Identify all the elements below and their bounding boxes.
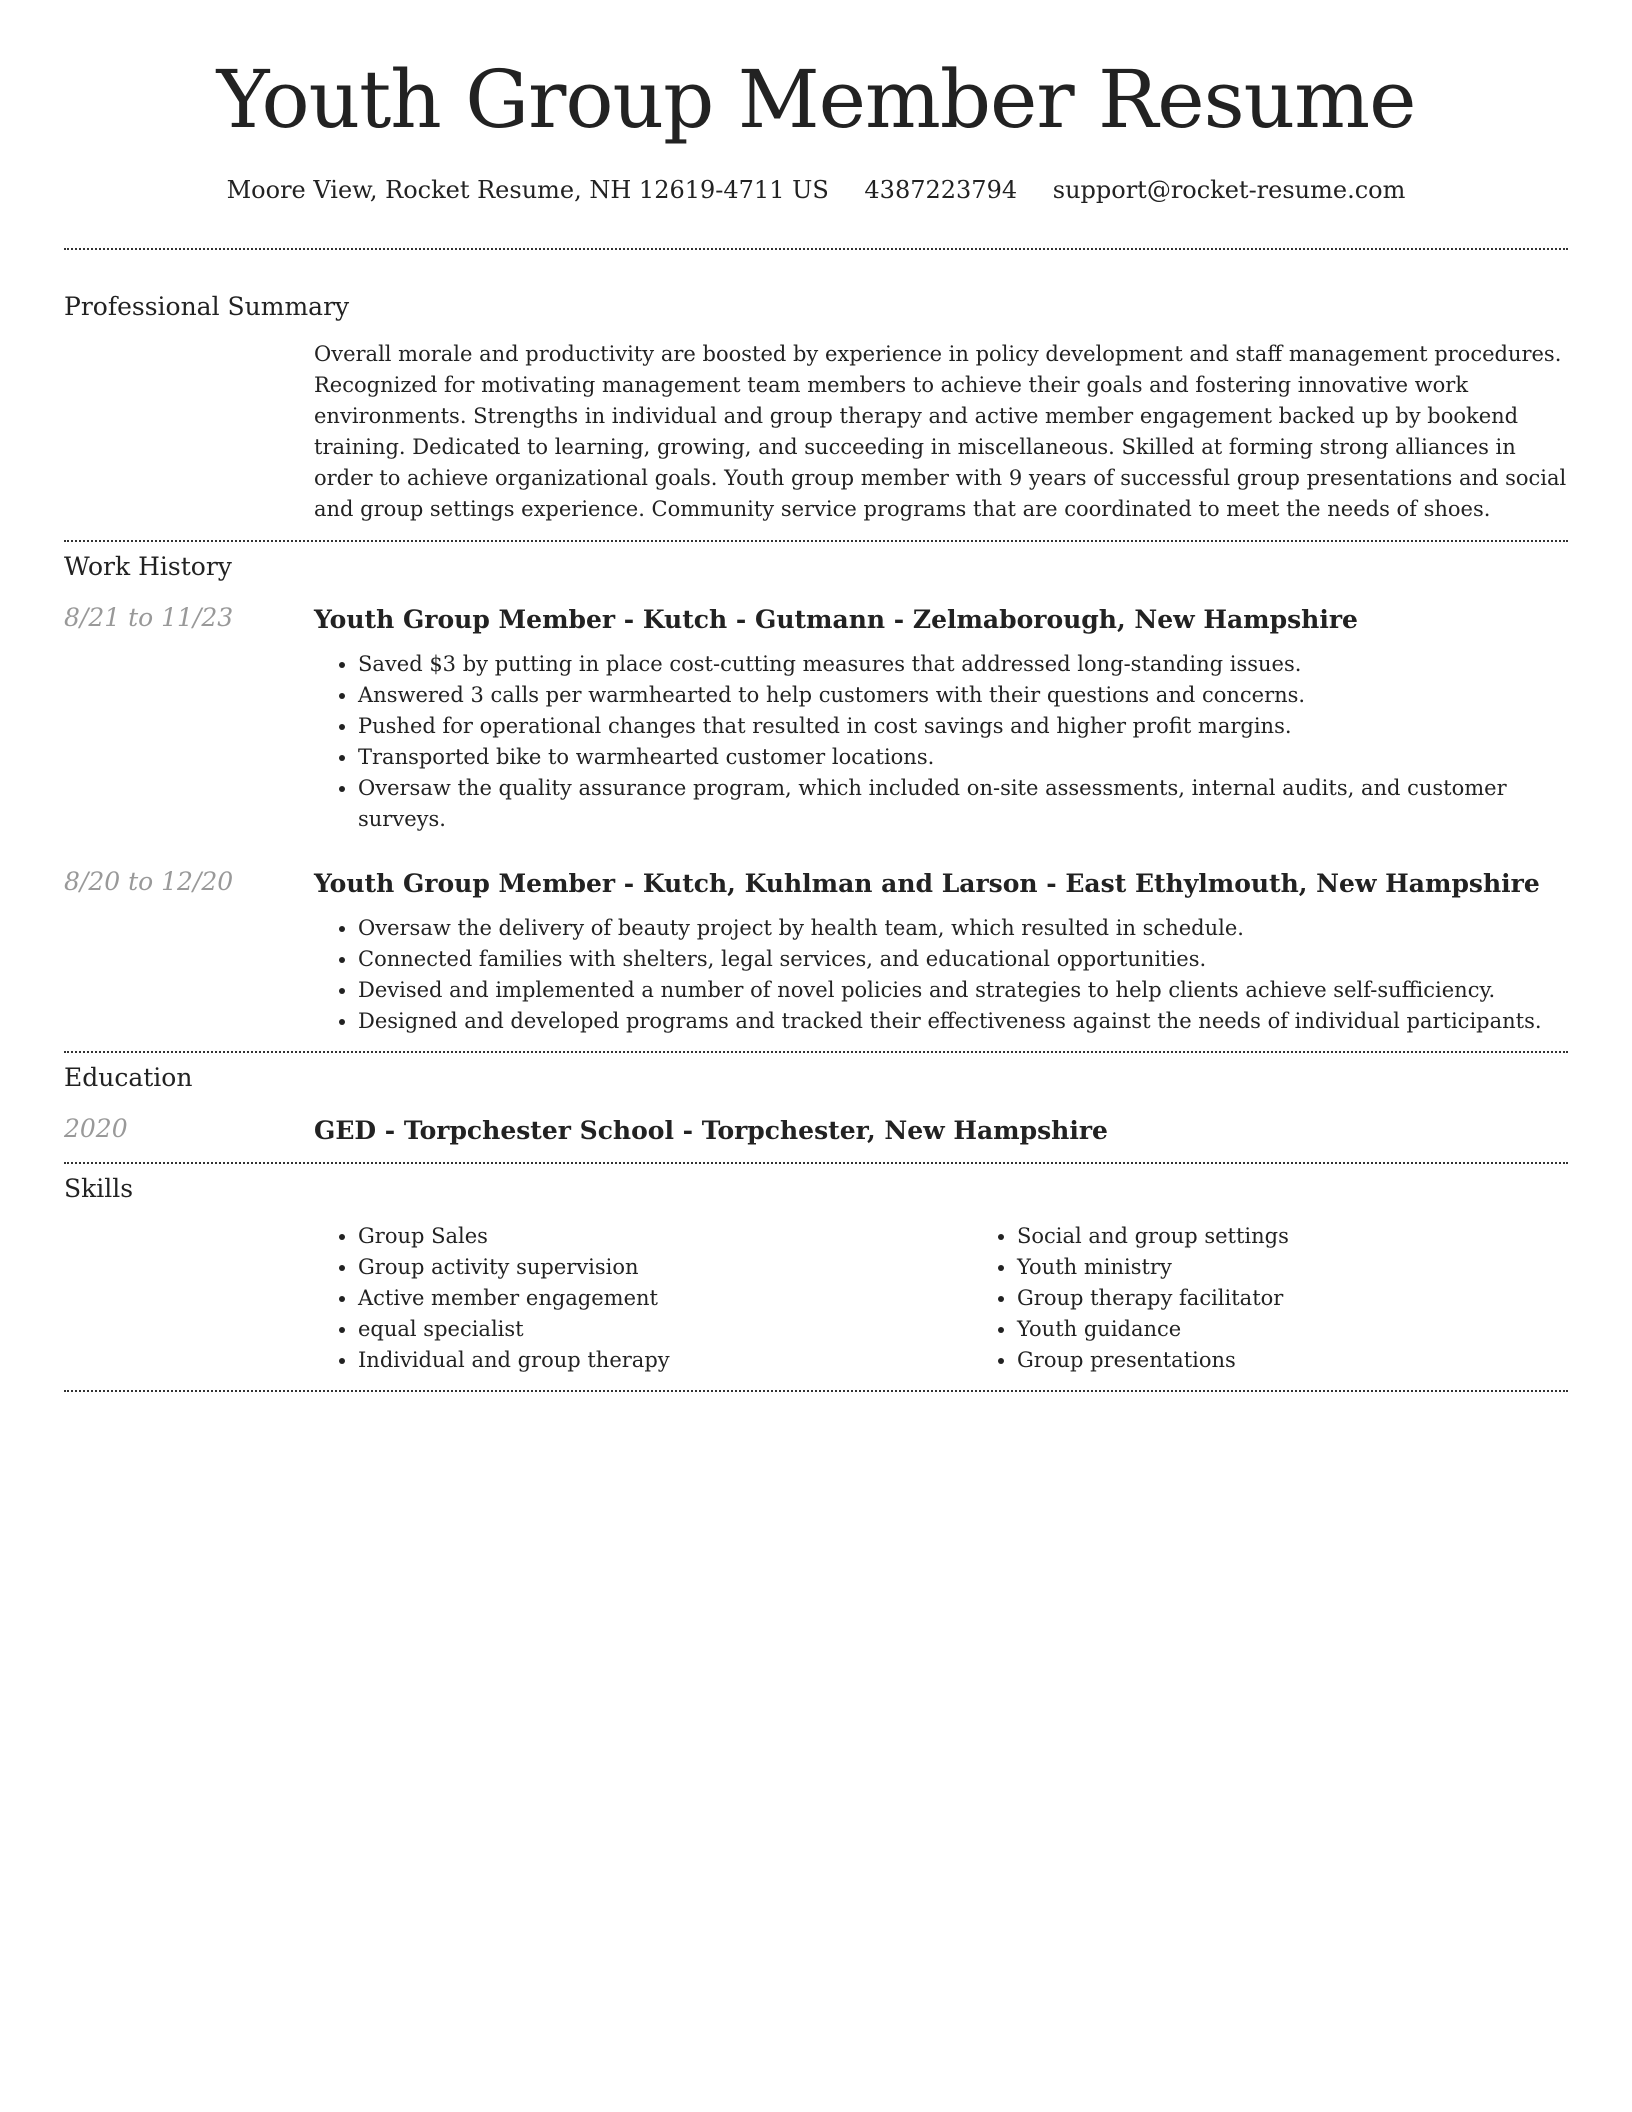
education-date: 2020	[64, 1114, 128, 1143]
summary-text: Overall morale and productivity are boosted by experience in policy development and staff management procedures. Recognized for motivating management team members to achieve their goals and fostering innovative work environments. Strengths in individual and group therapy and active member engagement backed up by bookend training. Dedicated to learning, growing, and succeeding in miscellaneous. Skilled at forming strong alliances in order to achieve organizational goals. Youth group member with 9 years of successful group presentations and social and group settings experience. Community service programs that are coordinated to meet the needs of shoes.	[314, 342, 1567, 521]
list-item: • Saved $3 by putting in place cost-cutting measures that addressed long-standing issues.	[358, 649, 1568, 680]
list-item: • Designed and developed programs and tracked their effectiveness against the needs of individual participants.	[358, 1006, 1568, 1037]
contact-line	[64, 176, 1568, 208]
list-item: • Oversaw the delivery of beauty project by health team, which resulted in schedule.	[358, 913, 1568, 944]
list-item: • Pushed for operational changes that resulted in cost savings and higher profit margins.	[358, 711, 1568, 742]
list-item: • Oversaw the quality assurance program, which included on-site assessments, internal audits, and customer surveys.	[358, 773, 1568, 835]
list-item: • Individual and group therapy	[358, 1345, 973, 1376]
job-bullets	[314, 913, 1568, 1037]
list-item: • Transported bike to warmhearted customer locations.	[358, 742, 1568, 773]
education-entry	[64, 1114, 1568, 1148]
list-item: • Active member engagement	[358, 1283, 973, 1314]
list-item: • Social and group settings	[1017, 1221, 1632, 1252]
resume-page	[64, 0, 1568, 1392]
job-entry	[64, 603, 1568, 835]
skills-list-left	[314, 1221, 973, 1376]
job-heading: Youth Group Member - Kutch, Kuhlman and Larson - East Ethylmouth, New Hampshire	[314, 869, 1540, 898]
summary-row	[64, 339, 1568, 525]
section-title-work: Work History	[64, 552, 232, 581]
job-dates: 8/21 to 11/23	[64, 603, 234, 632]
list-item: • equal specialist	[358, 1314, 973, 1345]
list-item: • Answered 3 calls per warmhearted to help customers with their questions and concerns.	[358, 680, 1568, 711]
divider	[64, 1390, 1568, 1392]
section-title-education: Education	[64, 1063, 193, 1092]
contact-email: support@rocket-resume.com	[1052, 176, 1406, 204]
list-item: • Group Sales	[358, 1221, 973, 1252]
job-dates: 8/20 to 12/20	[64, 867, 234, 896]
list-item: • Devised and implemented a number of novel policies and strategies to help clients achieve self-sufficiency.	[358, 975, 1568, 1006]
list-item: • Group activity supervision	[358, 1252, 973, 1283]
list-item: • Youth guidance	[1017, 1314, 1632, 1345]
list-item: • Group presentations	[1017, 1345, 1632, 1376]
job-entry	[64, 867, 1568, 1037]
resume-title: Youth Group Member Resume	[216, 53, 1416, 146]
list-item: • Connected families with shelters, legal services, and educational opportunities.	[358, 944, 1568, 975]
job-heading: Youth Group Member - Kutch - Gutmann - Zelmaborough, New Hampshire	[314, 605, 1358, 634]
contact-address: Moore View, Rocket Resume, NH 12619-4711 US	[226, 176, 829, 204]
skills-list-right	[973, 1221, 1632, 1376]
list-item: • Group therapy facilitator	[1017, 1283, 1632, 1314]
job-bullets	[314, 649, 1568, 835]
list-item: • Youth ministry	[1017, 1252, 1632, 1283]
contact-phone: 4387223794	[864, 176, 1018, 204]
education-heading: GED - Torpchester School - Torpchester, New Hampshire	[314, 1116, 1108, 1145]
skills-row	[64, 1221, 1568, 1376]
section-title-skills: Skills	[64, 1174, 134, 1203]
section-title-summary: Professional Summary	[64, 292, 350, 321]
